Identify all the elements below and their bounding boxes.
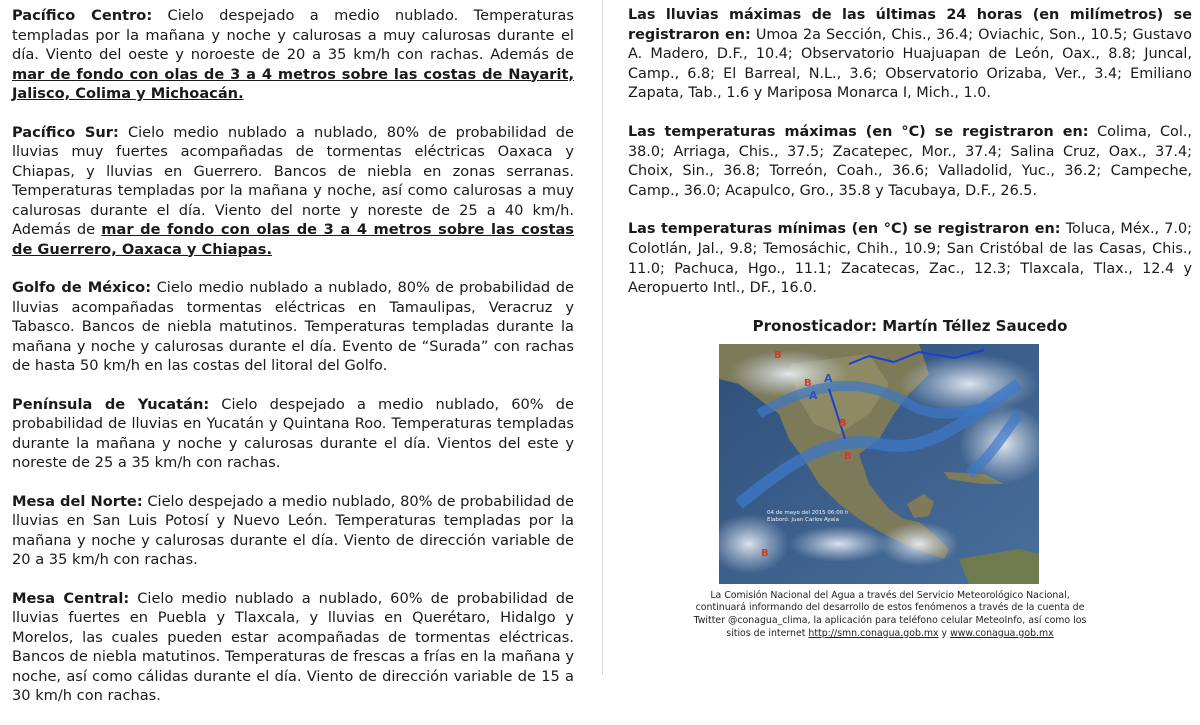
map-author-label: Elaboró: Juan Carlos Ayala bbox=[767, 516, 839, 523]
forecaster-name: Pronosticador: Martín Téllez Saucedo bbox=[752, 316, 1068, 335]
min-temp-paragraph bbox=[628, 220, 1192, 298]
region-label: Pacífico Sur: bbox=[12, 123, 119, 141]
regional-forecast-column bbox=[12, 0, 574, 725]
smn-link[interactable]: http://smn.conagua.gob.mx bbox=[808, 627, 939, 639]
conagua-link[interactable]: www.conagua.gob.mx bbox=[950, 627, 1054, 639]
region-text: Cielo despejado a medio nublado. Temperaturas templadas por la mañana y noche y calurosas a muy calurosas durante el día. Viento del oeste y noroeste de 20 a 35 km/h con rachas. Además de bbox=[12, 7, 574, 63]
region-paragraph-golfo bbox=[12, 278, 574, 376]
low-pressure-label: B bbox=[761, 547, 769, 559]
low-pressure-label: B bbox=[804, 377, 812, 389]
record-text: Umoa 2a Sección, Chis., 36.4; Oviachic, Son., 10.5; Gustavo A. Madero, D.F., 10.4; Observatorio Huajuapan de León, Oax., 8.8; Juncal, Camp., 6.8; El Barreal, N.L., 3.6; Observatorio Orizaba, Ver., 3.4; Emiliano Zapata, Tab., 1.6 y Mariposa Monarca I, Mich., 1.0. bbox=[628, 26, 1192, 102]
region-text: Cielo medio nublado a nublado, 60% de probabilidad de lluvias fuertes en Puebla y Tlaxcala, y lluvias en Querétaro, Hidalgo y Morelos, las cuales pueden estar acompañadas de tormentas eléctricas. Bancos de niebla matutinos. Temperaturas de frescas a frías en la mañana y noche, así como cálidas durante el día. Viento de dirección variable de 15 a 30 km/h con rachas. bbox=[12, 589, 574, 704]
region-emphasis: mar de fondo con olas de 3 a 4 metros sobre las costas de Nayarit, Jalisco, Colima y Michoacán. bbox=[12, 65, 574, 102]
satellite-weather-map bbox=[719, 344, 1039, 584]
region-text: Cielo despejado a medio nublado, 80% de probabilidad de lluvias en San Luis Potosí y Nuevo León. Temperaturas templadas por la mañana y noche y calurosas durante el día. Viento de dirección variable de 20 a 35 km/h con rachas. bbox=[12, 492, 574, 568]
region-text: Cielo despejado a medio nublado, 60% de probabilidad de lluvias en Yucatán y Quintana Roo. Temperaturas templadas durante la mañana y noche y calurosas durante el día. Vientos del este y noreste de 25 a 35 km/h con rachas. bbox=[12, 395, 574, 471]
high-pressure-label: A bbox=[809, 388, 818, 402]
region-paragraph-yucatan bbox=[12, 395, 574, 473]
region-paragraph-mesa-norte bbox=[12, 492, 574, 570]
region-label: Mesa del Norte: bbox=[12, 492, 143, 510]
cloud-patch bbox=[879, 522, 959, 566]
region-text: Cielo medio nublado a nublado, 80% de probabilidad de lluvias muy fuertes acompañadas de tormentas eléctricas Oaxaca y Chiapas, y lluvias en Guerrero. Bancos de niebla en zonas serranas. Temperaturas templadas por la mañana y noche, así como calurosas a muy calurosas durante el día. Viento del norte y noreste de 25 a 40 km/h. Además de bbox=[12, 123, 574, 238]
region-paragraph-pacifico-centro bbox=[12, 6, 574, 104]
satellite-map-graphic bbox=[719, 344, 1039, 584]
region-emphasis: mar de fondo con olas de 3 a 4 metros sobre las costas de Guerrero, Oaxaca y Chiapas. bbox=[12, 221, 574, 258]
region-paragraph-mesa-central bbox=[12, 589, 574, 706]
cloud-patch bbox=[789, 526, 889, 562]
max-temp-paragraph bbox=[628, 123, 1192, 201]
region-label: Península de Yucatán: bbox=[12, 395, 210, 413]
region-label: Pacífico Centro: bbox=[12, 7, 153, 24]
record-label: Las temperaturas mínimas (en °C) se registraron en: bbox=[628, 221, 1061, 238]
record-text: Colima, Col., 38.0; Arriaga, Chis., 37.5; Zacatepec, Mor., 37.4; Salina Cruz, Oax., 37.4; Choix, Sin., 36.8; Torreón, Coah., 36.6; Valladolid, Yuc., 36.2; Campeche, Camp., 36.0; Acapulco, Gro., 35.8 y Tacubaya, D.F., 26.5. bbox=[628, 123, 1192, 199]
region-label: Golfo de México: bbox=[12, 279, 152, 296]
caption-connector: y bbox=[938, 627, 951, 639]
record-text: Toluca, Méx., 7.0; Colotlán, Jal., 9.8; Temosáchic, Chih., 10.9; San Cristóbal de las Casas, Chis., 11.0; Pachuca, Hgo., 11.1; Zacatecas, Zac., 12.3; Tlaxcala, Tlax., 12.4 y Aeropuerto Intl., DF., 16.0. bbox=[628, 221, 1193, 297]
map-caption bbox=[686, 590, 1094, 640]
records-column bbox=[628, 0, 1192, 640]
low-pressure-label: B bbox=[839, 417, 847, 429]
record-label: Las temperaturas máximas (en °C) se registraron en: bbox=[628, 123, 1089, 140]
region-paragraph-pacifico-sur bbox=[12, 123, 574, 260]
column-divider bbox=[602, 0, 603, 675]
map-date-label: 04 de mayo del 2015 06:00 h bbox=[767, 509, 849, 516]
low-pressure-label: B bbox=[844, 450, 852, 462]
low-pressure-label: B bbox=[774, 349, 782, 361]
region-text: Cielo medio nublado a nublado, 80% de probabilidad de lluvias acompañadas tormentas eléctricas en Tamaulipas, Veracruz y Tabasco. Bancos de niebla matutinos. Temperaturas templadas durante la mañana y noche y calurosas durante el día. Evento de “Surada” con rachas de hasta 50 km/h en las costas del litoral del Golfo. bbox=[12, 279, 574, 374]
region-label: Mesa Central: bbox=[12, 589, 130, 607]
max-rain-paragraph bbox=[628, 6, 1192, 104]
caption-text: La Comisión Nacional del Agua a través del Servicio Meteorológico Nacional, continuará informando del desarrollo de estos fenómenos a través de la cuenta de Twitter @conagua_clima, la aplicación para teléfono celular MeteoInfo, así como los sitios de internet bbox=[693, 589, 1087, 639]
high-pressure-label: A bbox=[824, 371, 833, 385]
record-label: Las lluvias máximas de las últimas 24 horas (en milímetros) se registraron en: bbox=[628, 7, 1192, 43]
